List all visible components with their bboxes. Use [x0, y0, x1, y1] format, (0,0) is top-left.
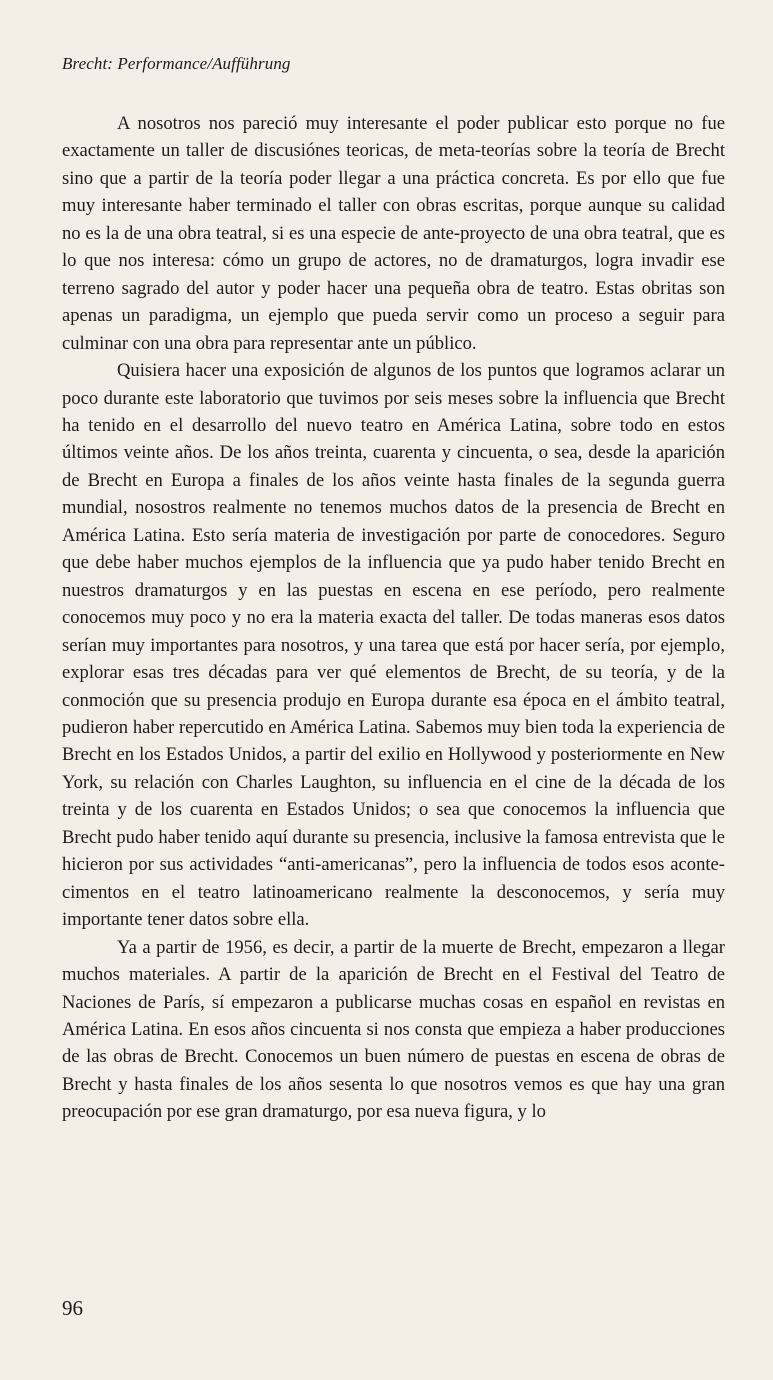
page-number: 96	[62, 1296, 83, 1320]
paragraph-1: A nosotros nos pareció muy interesante el poder publicar esto porque no fue exactamente un taller de discusiónes teoricas, de meta-teorías sobre la teoría de Brecht sino que a partir de la teoría poder llegar a una práctica concreta. Es por ello que fue muy interesante haber terminado el taller con obras escritas, porque aunque su calidad no es la de una obra teatral, si es una especie de ante-proyecto de una obra teatral, que es lo que nos interesa: cómo un grupo de actores, no de dramaturgos, logra invadir ese terreno sagrado del autor y poder hacer una pequeña obra de teatro. Estas obritas son apenas un paradigma, un ejemplo que pueda servir como un proceso a seguir para culminar con una obra para representar ante un público.	[62, 113, 725, 354]
paragraph-3: Ya a partir de 1956, es decir, a partir de la muerte de Brecht, empezaron a llegar muchos materiales. A partir de la aparición de Brecht en el Festival del Teatro de Naciones de París, sí empezaron a publicarse muchas cosas en español en revistas en América Latina. En esos años cincuenta si nos consta que empieza a haber producciones de las obras de Brecht. Conocemos un buen número de puestas en escena de obras de Brecht y hasta finales de los años sesenta lo que nosotros vemos es que hay una gran preocupación por ese gran dramaturgo, por esa nueva figura, y lo	[62, 936, 725, 1123]
body-text	[62, 110, 725, 1126]
paragraph-2: Quisiera hacer una exposición de algunos de los puntos que logramos aclarar un poco durante este laboratorio que tuvimos por seis meses sobre la influencia que Brecht ha tenido en el desarrollo del nuevo teatro en América Latina, sobre todo en estos últimos veinte años. De los años treinta, cuarenta y cincuenta, o sea, desde la aparición de Brecht en Europa a finales de los años veinte hasta finales de la segunda guerra mundial, nosostros realmente no tenemos muchos datos de la presencia de Brecht en América Latina. Esto sería materia de investigación por parte de conocedores. Seguro que debe haber muchos ejemplos de la influencia que ya pudo haber tenido Brecht en nuestros dramaturgos y en las puestas en escena en ese período, pero realmente conocemos muy poco y no era la materia exacta del taller. De todas maneras esos datos serían muy importantes para nosotros, y una tarea que está por hacer sería, por ejemplo, explorar esas tres décadas para ver qué elementos de Brecht, de su teoría, y de la conmoción que su presencia produjo en Europa durante esa época en el ámbito teatral, pudieron haber repercutido en América Latina. Sabemos muy bien toda la experiencia de Brecht en los Estados Unidos, a partir del exilio en Hollywood y posteriormente en New York, su relación con Charles Laughton, su influencia en el cine de la década de los treinta y de los cuarenta en Estados Unidos; o sea que conocemos la influencia que Brecht pudo haber tenido aquí durante su presencia, inclusive la famosa entrevista que le hicieron por sus actividades “anti-americanas”, pero la influencia de todos esos acontecimentos en el teatro latinoamericano realmente la desconocemos, y sería muy importante tener datos sobre ella.	[62, 360, 725, 931]
running-header: Brecht: Performance/Aufführung	[62, 54, 291, 73]
